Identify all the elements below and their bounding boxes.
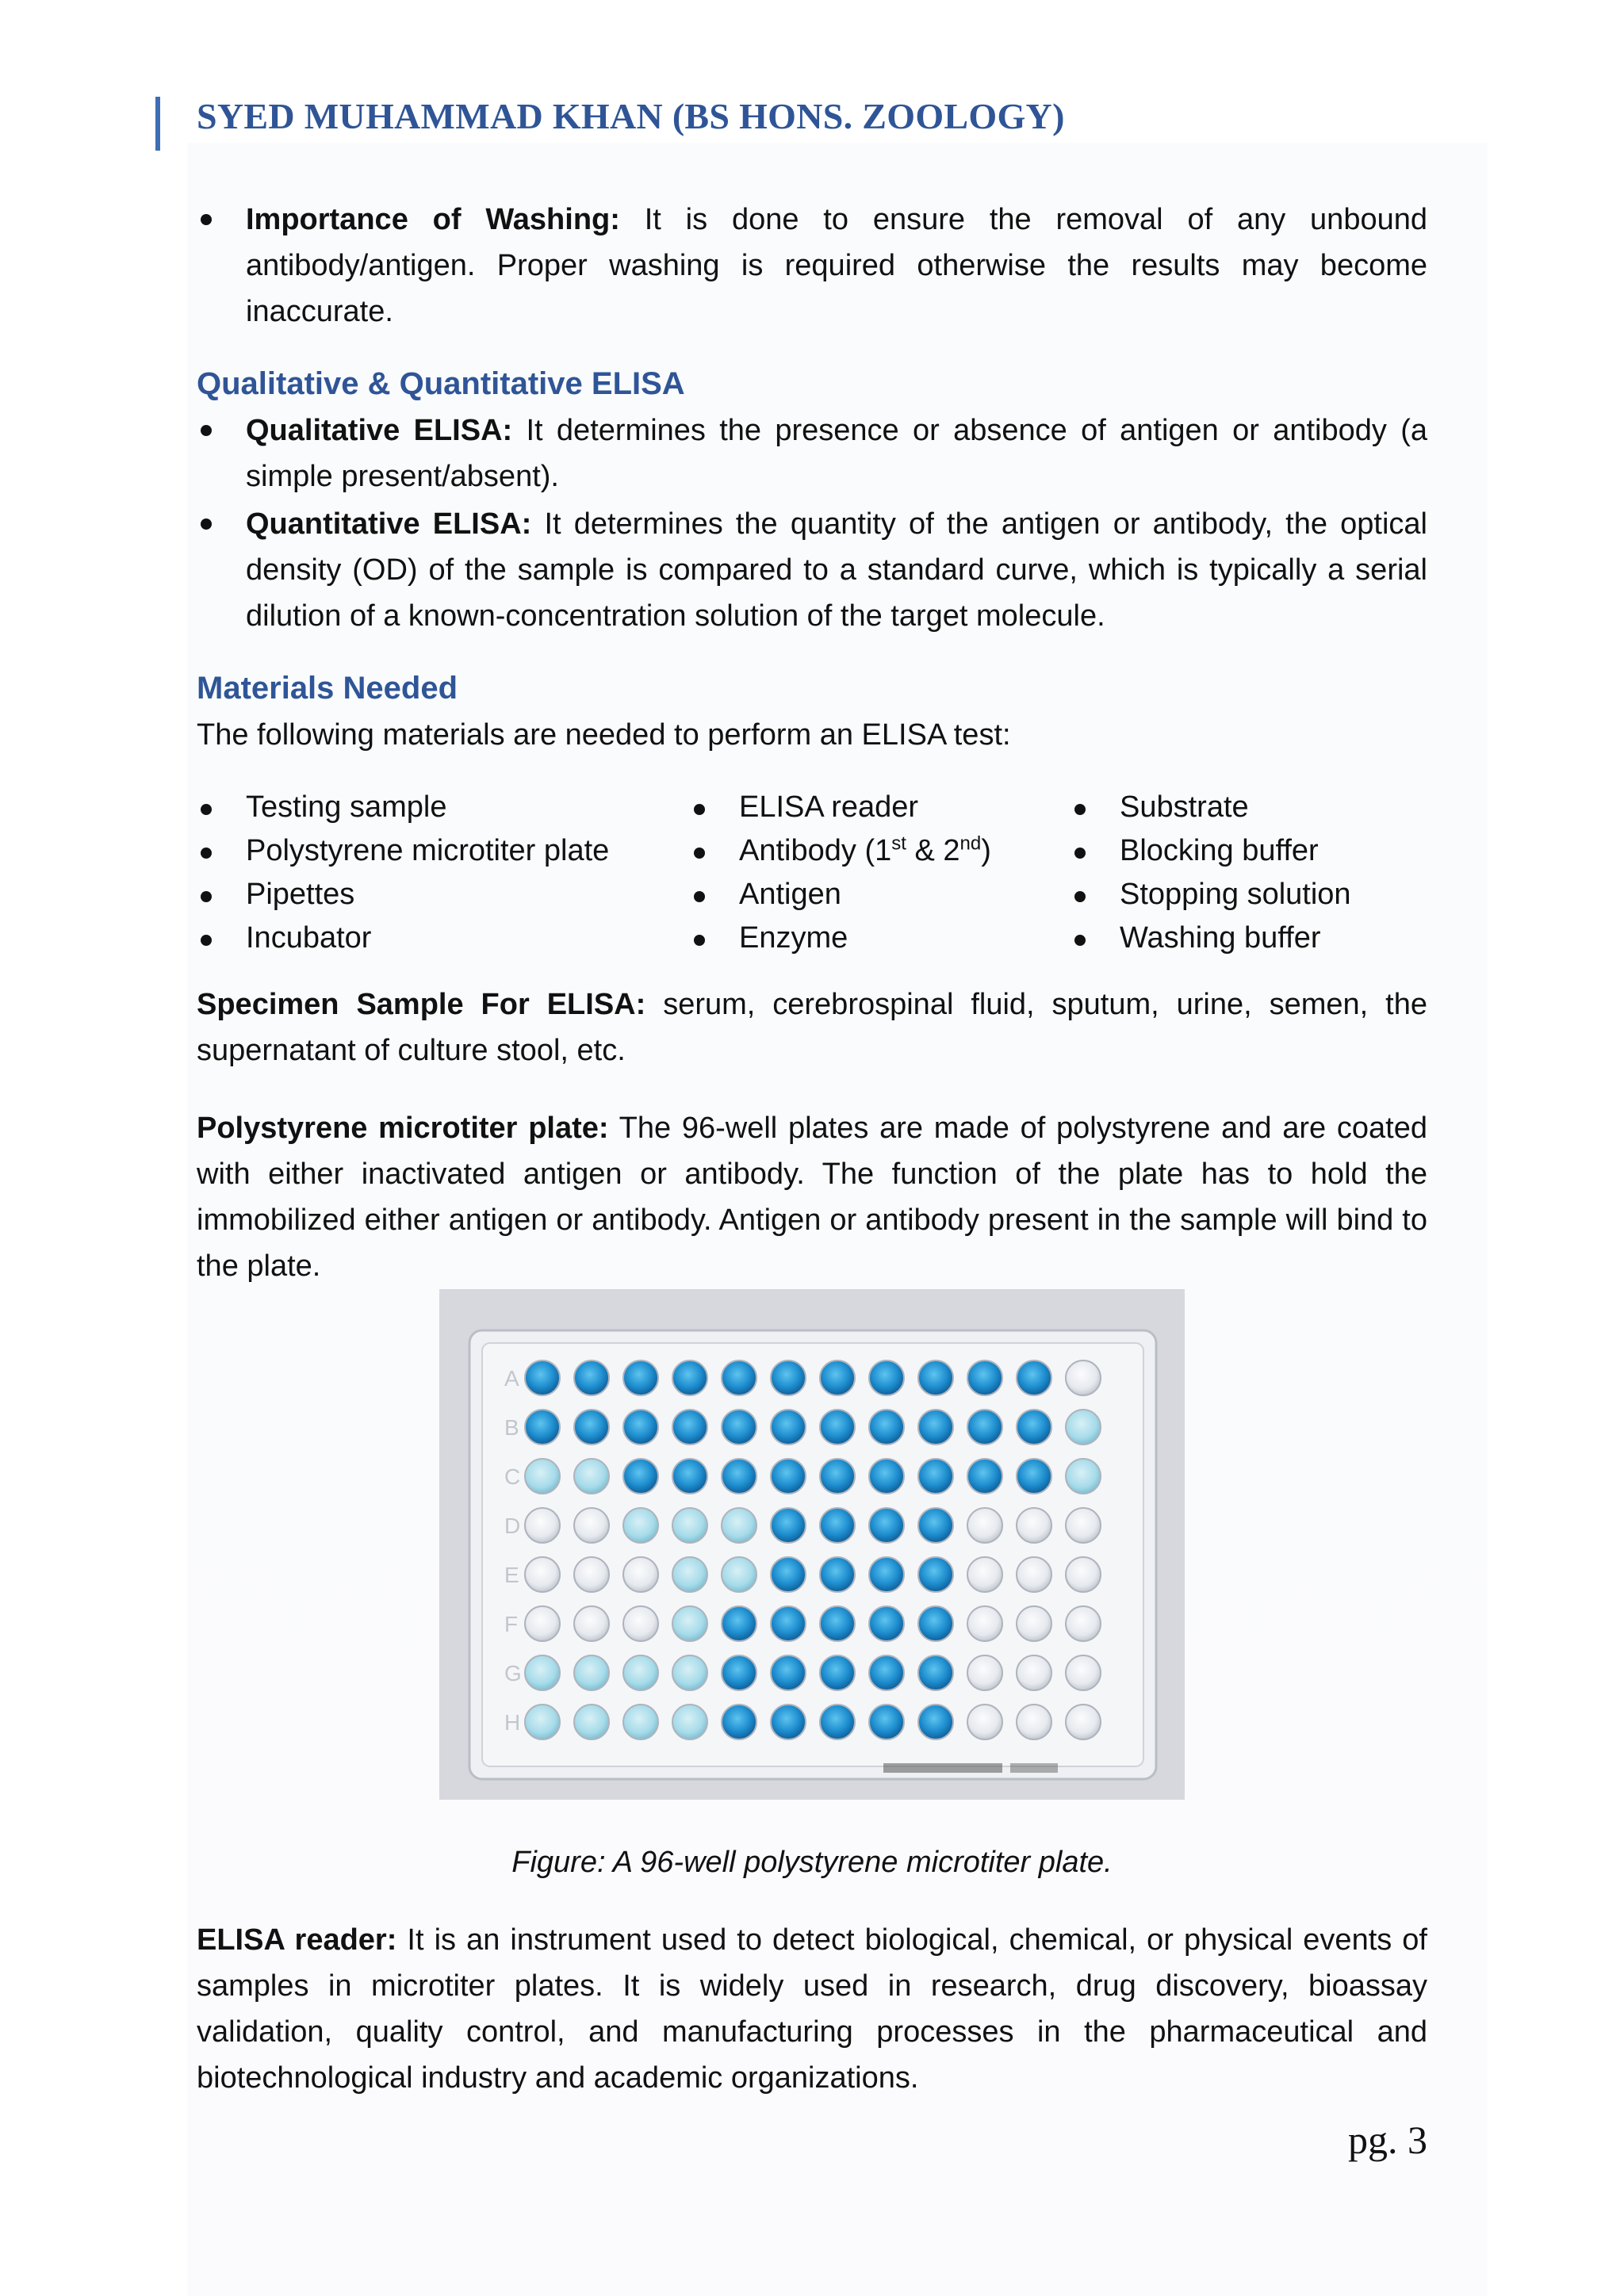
washing-label: Importance of Washing:	[246, 203, 620, 236]
qualitative-label: Qualitative ELISA:	[246, 414, 513, 447]
quantitative-text: It determines the quantity of the antigen or antibody, the optical density (OD) of the sample is compared to a standard curve, which is typically a serial dilution of a known-concentration solution of the target molecule.	[246, 507, 1427, 633]
well	[967, 1705, 1002, 1739]
well	[722, 1606, 756, 1641]
bullet-icon	[694, 891, 705, 902]
well	[1066, 1606, 1101, 1641]
well	[574, 1410, 609, 1445]
plate-barcode	[883, 1763, 1058, 1773]
material-label: Antigen	[739, 878, 841, 911]
section-heading-qualitative-quantitative: Qualitative & Quantitative ELISA	[197, 366, 685, 401]
list-item	[690, 874, 991, 916]
material-label: Incubator	[246, 921, 372, 955]
material-label: ELISA reader	[739, 790, 919, 824]
well	[771, 1655, 806, 1690]
well	[967, 1508, 1002, 1543]
list-item-quantitative	[197, 501, 1427, 639]
well	[869, 1655, 904, 1690]
list-item-washing	[197, 197, 1427, 335]
well	[525, 1410, 560, 1445]
specimen-paragraph	[197, 982, 1427, 1073]
well	[722, 1508, 756, 1543]
well	[574, 1360, 609, 1395]
reader-paragraph	[197, 1917, 1427, 2101]
bullet-icon	[694, 804, 705, 815]
well	[771, 1360, 806, 1395]
well	[869, 1606, 904, 1641]
well	[771, 1508, 806, 1543]
materials-intro: The following materials are needed to perform an ELISA test:	[197, 718, 1011, 752]
reader-section	[197, 1917, 1427, 2101]
well	[820, 1508, 855, 1543]
well	[918, 1410, 953, 1445]
antibody-text: Antibody (1	[739, 834, 892, 867]
well	[967, 1459, 1002, 1494]
well	[574, 1606, 609, 1641]
well	[869, 1705, 904, 1739]
row-letter: B	[504, 1415, 519, 1440]
well	[1017, 1459, 1051, 1494]
well	[672, 1410, 707, 1445]
list-item-qualitative	[197, 408, 1427, 499]
well	[1017, 1606, 1051, 1641]
plate-inner	[482, 1343, 1143, 1766]
well	[869, 1360, 904, 1395]
well	[918, 1557, 953, 1592]
row-letter: D	[504, 1513, 521, 1538]
bullet-icon	[201, 804, 212, 815]
well	[525, 1508, 560, 1543]
well	[574, 1557, 609, 1592]
well	[869, 1508, 904, 1543]
well	[918, 1459, 953, 1494]
bullet-icon	[201, 425, 212, 436]
section-heading-materials: Materials Needed	[197, 671, 458, 706]
well	[820, 1557, 855, 1592]
well	[918, 1508, 953, 1543]
row-letter: F	[504, 1612, 519, 1636]
qual-quant-list	[197, 408, 1427, 639]
well	[623, 1410, 658, 1445]
materials-column-1	[197, 786, 609, 959]
material-label: Enzyme	[739, 921, 848, 955]
well	[722, 1557, 756, 1592]
well	[918, 1655, 953, 1690]
well	[869, 1459, 904, 1494]
quantitative-label: Quantitative ELISA:	[246, 507, 532, 541]
material-label: Substrate	[1120, 790, 1249, 824]
well	[1066, 1705, 1101, 1739]
plate-text: The 96-well plates are made of polystyrene and are coated with either inactivated antigen or antibody. The function of the plate has to hold the immobilized either antigen or antibody. Antigen or antibody present in the sample will bind to the plate.	[197, 1112, 1427, 1283]
microtiter-plate-image	[439, 1289, 1185, 1800]
bullet-icon	[201, 848, 212, 859]
well	[967, 1410, 1002, 1445]
well	[623, 1508, 658, 1543]
well	[1066, 1508, 1101, 1543]
microtiter-plate-photo	[439, 1289, 1185, 1800]
well	[623, 1655, 658, 1690]
well	[672, 1705, 707, 1739]
list-item	[1071, 917, 1351, 959]
well	[820, 1410, 855, 1445]
well	[1066, 1360, 1101, 1395]
well	[623, 1459, 658, 1494]
well	[525, 1360, 560, 1395]
list-item	[1071, 786, 1351, 828]
well	[1066, 1655, 1101, 1690]
row-letter: C	[504, 1464, 521, 1489]
superscript-nd: nd	[959, 832, 982, 855]
well	[820, 1606, 855, 1641]
reader-label: ELISA reader:	[197, 1923, 397, 1957]
well	[967, 1655, 1002, 1690]
bullet-icon	[1074, 848, 1086, 859]
well	[820, 1655, 855, 1690]
specimen-text: serum, cerebrospinal fluid, sputum, urine, semen, the supernatant of culture stool, etc.	[197, 988, 1427, 1067]
list-item	[690, 917, 991, 959]
well	[820, 1360, 855, 1395]
well	[525, 1459, 560, 1494]
well	[1017, 1705, 1051, 1739]
well	[967, 1360, 1002, 1395]
list-item	[690, 830, 991, 872]
well	[1017, 1655, 1051, 1690]
list-item	[197, 874, 609, 916]
well	[722, 1360, 756, 1395]
well	[623, 1360, 658, 1395]
antibody-text-end: )	[981, 834, 991, 867]
washing-text: It is done to ensure the removal of any unbound antibody/antigen. Proper washing is required otherwise the results may become inaccurate.	[246, 203, 1427, 328]
well	[672, 1655, 707, 1690]
well	[672, 1557, 707, 1592]
well	[525, 1655, 560, 1690]
material-label: Pipettes	[246, 878, 355, 911]
well	[722, 1459, 756, 1494]
well	[771, 1557, 806, 1592]
well	[1066, 1459, 1101, 1494]
well	[672, 1360, 707, 1395]
material-label: Testing sample	[246, 790, 447, 824]
row-letter: G	[504, 1661, 522, 1686]
specimen-label: Specimen Sample For ELISA:	[197, 988, 646, 1021]
well	[1017, 1557, 1051, 1592]
well	[525, 1557, 560, 1592]
row-letter: E	[504, 1563, 519, 1587]
well	[1017, 1508, 1051, 1543]
well	[967, 1606, 1002, 1641]
well	[967, 1557, 1002, 1592]
well	[1017, 1410, 1051, 1445]
well	[574, 1705, 609, 1739]
page-number: pg. 3	[1348, 2118, 1427, 2162]
well	[771, 1410, 806, 1445]
well	[672, 1459, 707, 1494]
header-accent-bar	[155, 97, 160, 151]
well	[525, 1705, 560, 1739]
bullet-icon	[694, 935, 705, 946]
list-item	[197, 786, 609, 828]
figure-caption: Figure: A 96-well polystyrene microtiter plate.	[511, 1846, 1113, 1879]
washing-list	[197, 197, 1427, 335]
bullet-icon	[201, 891, 212, 902]
bullet-icon	[1074, 935, 1086, 946]
row-letter: A	[504, 1366, 519, 1391]
page-header-title: SYED MUHAMMAD KHAN (BS HONS. ZOOLOGY)	[197, 96, 1065, 136]
bullet-icon	[694, 848, 705, 859]
bullet-icon	[1074, 804, 1086, 815]
well	[820, 1705, 855, 1739]
well	[869, 1410, 904, 1445]
list-item	[690, 786, 991, 828]
bullet-icon	[1074, 891, 1086, 902]
reader-text: It is an instrument used to detect biological, chemical, or physical events of samples in microtiter plates. It is widely used in research, drug discovery, bioassay validation, quality control, and manufacturing processes in the pharmaceutical and biotechnological industry and academic organizations.	[197, 1923, 1427, 2095]
materials-column-3	[1071, 786, 1351, 959]
superscript-st: st	[891, 832, 906, 855]
well	[623, 1705, 658, 1739]
material-label: Blocking buffer	[1120, 834, 1319, 867]
well	[1066, 1557, 1101, 1592]
list-item	[197, 830, 609, 872]
list-item	[1071, 874, 1351, 916]
well	[722, 1410, 756, 1445]
plate-paragraph	[197, 1105, 1427, 1289]
list-item	[1071, 830, 1351, 872]
well	[525, 1606, 560, 1641]
well	[918, 1360, 953, 1395]
well	[574, 1508, 609, 1543]
well	[771, 1705, 806, 1739]
well	[1066, 1410, 1101, 1445]
well	[722, 1705, 756, 1739]
well	[722, 1655, 756, 1690]
well	[820, 1459, 855, 1494]
material-label: Washing buffer	[1120, 921, 1321, 955]
bullet-icon	[201, 935, 212, 946]
plate-label: Polystyrene microtiter plate:	[197, 1112, 609, 1145]
well	[672, 1606, 707, 1641]
well	[623, 1606, 658, 1641]
well	[918, 1606, 953, 1641]
well	[623, 1557, 658, 1592]
well	[574, 1459, 609, 1494]
well	[771, 1606, 806, 1641]
well	[672, 1508, 707, 1543]
materials-column-2	[690, 786, 991, 959]
bullet-icon	[201, 214, 212, 225]
well	[574, 1655, 609, 1690]
main-content	[197, 197, 1427, 1289]
bullet-icon	[201, 519, 212, 530]
material-label: Polystyrene microtiter plate	[246, 834, 610, 867]
row-letter: H	[504, 1710, 521, 1735]
well	[771, 1459, 806, 1494]
well	[1017, 1360, 1051, 1395]
list-item	[197, 917, 609, 959]
antibody-text-mid: & 2	[906, 834, 960, 867]
qualitative-text: It determines the presence or absence of antigen or antibody (a simple present/absent).	[246, 414, 1428, 493]
well	[918, 1705, 953, 1739]
material-label: Stopping solution	[1120, 878, 1351, 911]
well	[869, 1557, 904, 1592]
material-label-antibody	[739, 834, 991, 867]
materials-grid	[197, 786, 1427, 958]
